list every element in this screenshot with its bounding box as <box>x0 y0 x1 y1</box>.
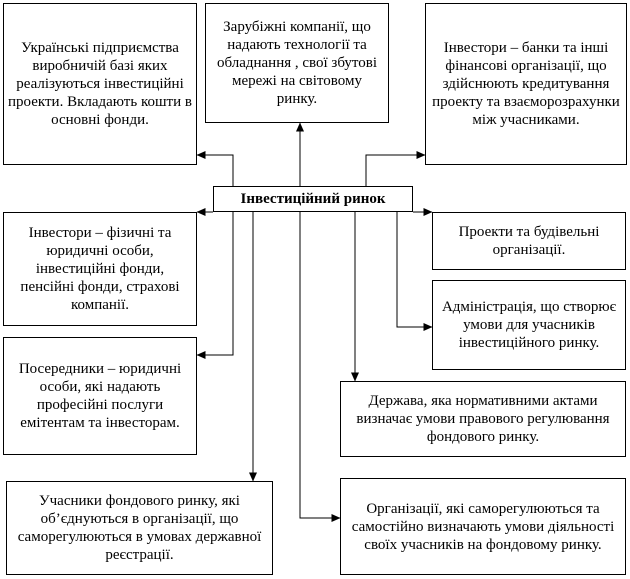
node-investors-persons-label: Інвестори – фізичні та юридичні особи, інвестиційні фонди, пенсійні фонди, страхові компанії. <box>20 225 180 313</box>
node-state-label: Держава, яка нормативними актами визначає умови правового регулювання фондового ринку. <box>356 393 610 445</box>
arrow-to-intermediaries <box>197 212 233 355</box>
node-self-regulating <box>340 478 626 575</box>
node-foreign-companies <box>205 3 389 123</box>
center-node <box>213 186 413 212</box>
node-administration <box>432 280 626 370</box>
node-intermediaries-label: Посередники – юридичні особи, які надають професійні послуги емітентам та інвесторам. <box>18 361 182 431</box>
node-stock-participants <box>6 481 273 575</box>
arrow-to-self-regulating <box>300 212 340 518</box>
node-self-regulating-label: Організації, які саморегулюються та самостійно визначають умови діяльності своїх учасників на фондовому ринку. <box>351 500 615 553</box>
node-projects <box>432 212 626 270</box>
node-projects-label: Проекти та будівельні організації. <box>458 224 600 258</box>
node-administration-label: Адміністрація, що створює умови для учасників інвестиційного ринку. <box>441 299 617 351</box>
node-ukr-enterprises-label: Українські підприємства виробничій базі яких реалізуються інвестиційні проекти. Вкладають кошти в основні фонди. <box>8 40 192 128</box>
node-ukr-enterprises <box>3 3 197 165</box>
node-intermediaries <box>3 337 197 455</box>
node-investors-banks-label: Інвестори – банки та інші фінансові організації, що здійснюють кредитування проекту та взаєморозрахунки між учасниками. <box>432 40 620 128</box>
node-investors-banks <box>425 3 627 165</box>
node-state <box>340 381 626 457</box>
arrow-to-investors-banks <box>366 155 425 186</box>
node-stock-participants-label: Учасники фондового ринку, які об’єднуються в організації, що саморегулюються в умовах державної реєстрації. <box>17 493 262 563</box>
arrow-to-administration <box>397 212 432 327</box>
node-foreign-companies-label: Зарубіжні компанії, що надають технології та обладнання , свої збутові мережі на світовому ринку. <box>216 19 378 107</box>
node-investors-persons <box>3 212 197 326</box>
arrow-to-ukr-enterprises <box>197 155 233 186</box>
center-node-label: Інвестиційний ринок <box>240 191 386 207</box>
